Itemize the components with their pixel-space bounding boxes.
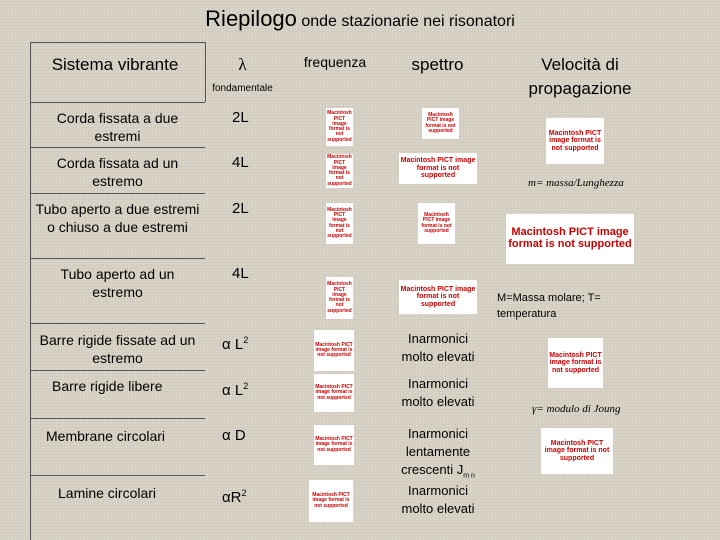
header-velocity: Velocità di propagazione	[528, 55, 632, 98]
row-divider	[30, 418, 205, 419]
table-divider	[205, 42, 206, 102]
row-lambda: α D	[222, 427, 246, 444]
row-divider	[30, 323, 205, 324]
spectrum-image: Macintosh PICT image format is not supported	[399, 280, 477, 314]
table-border-left	[30, 42, 31, 540]
row-spectrum: Inarmonici molto elevati	[401, 483, 475, 516]
row-lambda-text: αR	[222, 489, 242, 506]
row-divider	[30, 193, 205, 194]
frequency-formula-image: Macintosh PICT image format is not supported	[326, 277, 353, 319]
row-system: Tubo aperto ad un estremo	[60, 266, 175, 300]
row-lambda-exponent: 2	[241, 488, 247, 498]
row-lambda-text: α L	[222, 382, 244, 399]
row-system: Corda fissata ad un estremo	[56, 155, 179, 189]
row-lambda-exponent: 2	[243, 335, 249, 345]
velocity-solid-image: Macintosh PICT image format is not supported	[548, 338, 603, 388]
row-spectrum	[393, 425, 483, 486]
row-lambda-exponent: 2	[243, 381, 249, 391]
row-divider	[30, 258, 205, 259]
header-frequency: frequenza	[303, 54, 367, 70]
note-solid: γ= modulo di Joung	[532, 403, 621, 415]
row-spectrum-text: Inarmonici lentamente crescenti J	[401, 426, 471, 477]
note-string: m= massa/Lunghezza	[528, 177, 624, 189]
frequency-formula-image: Macintosh PICT image format is not supported	[326, 108, 353, 146]
row-divider	[30, 147, 205, 148]
row-system: Barre rigide fissate ad un estremo	[39, 332, 196, 366]
spectrum-image: Macintosh PICT image format is not supported	[422, 108, 459, 139]
spectrum-image: Macintosh PICT image format is not supported	[418, 203, 455, 244]
header-system: Sistema vibrante	[51, 55, 179, 74]
row-system: Corda fissata a due estremi	[56, 110, 179, 144]
row-lambda: 4L	[232, 265, 249, 282]
row-lambda: 4L	[232, 154, 249, 171]
page-title	[0, 6, 720, 32]
frequency-formula-image: Macintosh PICT image format is not supported	[314, 374, 354, 412]
row-spectrum: Inarmonici molto elevati	[401, 376, 475, 409]
row-spectrum: Inarmonici molto elevati	[401, 331, 475, 364]
row-lambda: 2L	[232, 109, 249, 126]
frequency-formula-image: Macintosh PICT image format is not supported	[326, 203, 353, 244]
header-lambda: λ	[238, 55, 247, 74]
frequency-formula-image: Macintosh PICT image format is not supported	[327, 154, 352, 187]
row-system: Tubo aperto a due estremi o chiuso a due estremi	[35, 201, 200, 235]
row-lambda	[222, 331, 248, 354]
row-divider	[30, 475, 205, 476]
frequency-formula-image: Macintosh PICT image format is not supported	[309, 480, 353, 522]
velocity-string-image: Macintosh PICT image format is not supported	[546, 118, 604, 164]
frequency-formula-image: Macintosh PICT image format is not supported	[314, 330, 354, 371]
row-divider	[30, 102, 205, 103]
row-lambda	[222, 484, 247, 507]
title-main: Riepilogo	[205, 6, 297, 31]
header-lambda-sub: fondamentale	[212, 83, 273, 94]
note-gas: M=Massa molare; T= temperatura	[497, 292, 601, 320]
row-system: Membrane circolari	[46, 428, 166, 444]
velocity-membrane-image: Macintosh PICT image format is not supported	[541, 428, 613, 474]
velocity-gas-image: Macintosh PICT image format is not supported	[506, 214, 634, 264]
table-border-top	[30, 42, 205, 43]
row-system: Lamine circolari	[58, 485, 157, 501]
spectrum-image: Macintosh PICT image format is not supported	[399, 153, 477, 184]
title-sub: onde stazionarie nei risonatori	[301, 13, 515, 30]
frequency-formula-image: Macintosh PICT image format is not supported	[314, 425, 354, 465]
row-divider	[30, 370, 205, 371]
header-spectrum: spettro	[411, 55, 464, 74]
row-lambda: 2L	[232, 200, 249, 217]
row-lambda-text: α L	[222, 336, 244, 353]
row-spectrum-subscript: m n	[463, 472, 475, 480]
row-system: Barre rigide libere	[52, 378, 163, 394]
row-lambda	[222, 377, 248, 400]
